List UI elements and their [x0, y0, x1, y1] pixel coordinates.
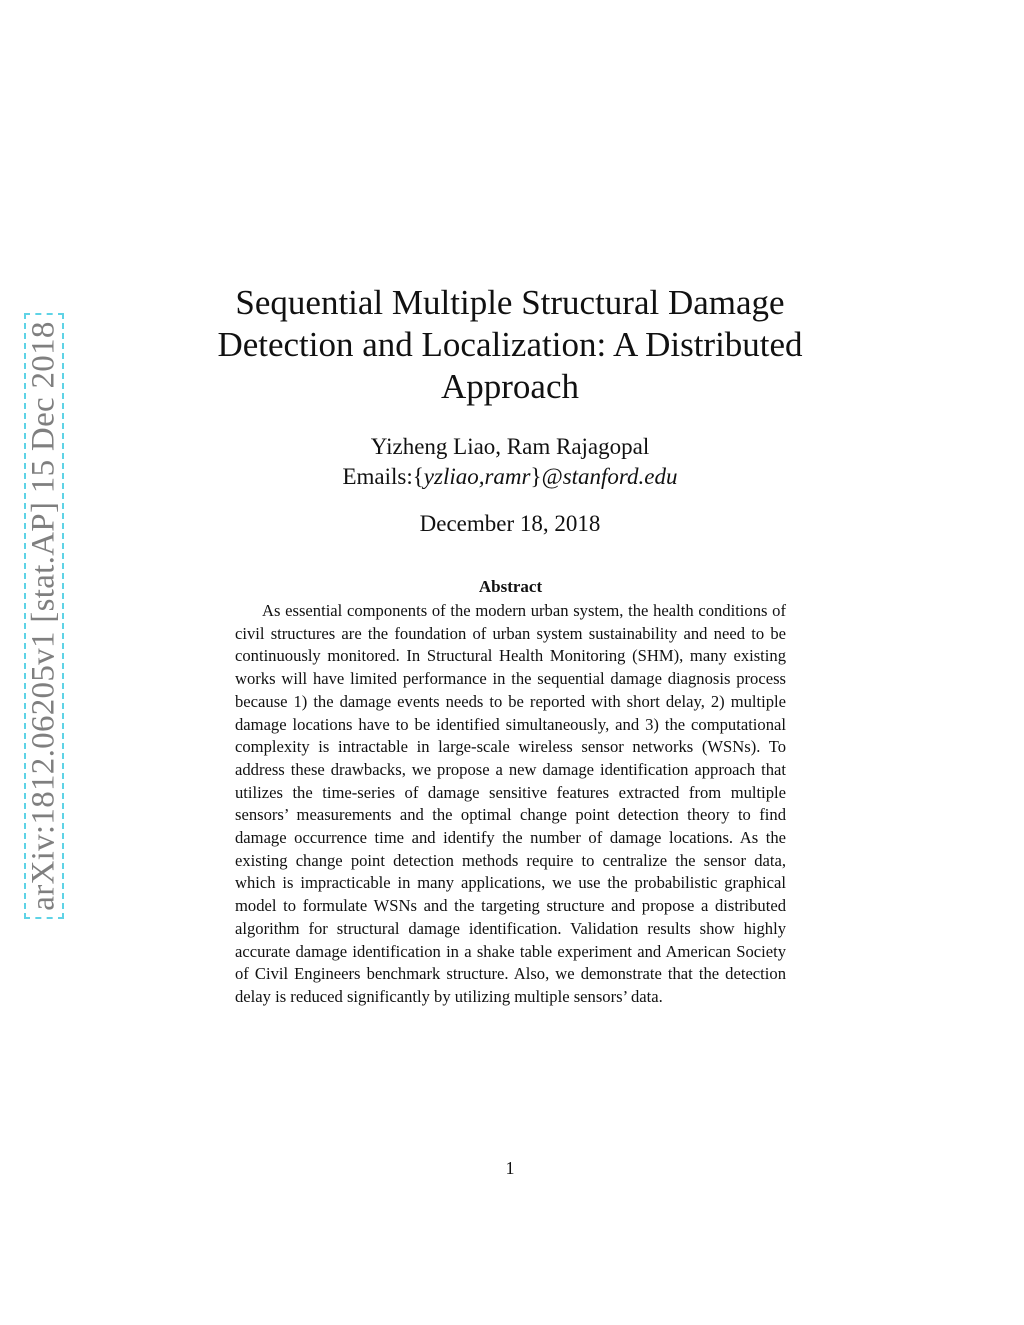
author-emails: [200, 462, 820, 492]
emails-prefix: Emails:{: [342, 464, 424, 489]
page-number: 1: [505, 1158, 515, 1178]
abstract-body: As essential components of the modern urban system, the health conditions of civil structures are the foundation of urban system sustainability and need to be continuously monitored. In Structural Health Monitoring (SHM), many existing works will have limited performance in the sequential damage diagnosis process because 1) the damage events needs to be reported with short delay, 2) multiple damage locations have to be identified simultaneously, and 3) the computational complexity is intractable in large-scale wireless sensor networks (WSNs). To address these drawbacks, we propose a new damage identification approach that utilizes the time-series of damage sensitive features extracted from multiple sensors’ measurements and the optimal change point detection theory to find damage occurrence time and identify the number of damage locations. As the existing change point detection methods require to centralize the sensor data, which is impracticable in many applications, we use the probabilistic graphical model to formulate WSNs and the targeting structure and propose a distributed algorithm for structural damage identification. Validation results show highly accurate damage identification in a shake table experiment and American Society of Civil Engineers benchmark structure. Also, we demonstrate that the detection delay is reduced significantly by utilizing multiple sensors’ data.: [235, 601, 786, 1006]
arxiv-identifier-text: arXiv:1812.06205v1 [stat.AP] 15 Dec 2018: [25, 321, 62, 911]
emails-usernames: yzliao,ramr: [423, 464, 531, 489]
title-line: Approach: [440, 367, 579, 406]
paper-title: [180, 282, 840, 408]
emails-domain: @stanford.edu: [541, 464, 678, 489]
arxiv-identifier-stamp[interactable]: [24, 313, 64, 919]
abstract-heading: Abstract: [478, 577, 543, 596]
emails-brace-close: }: [530, 464, 542, 489]
title-line: Sequential Multiple Structural Damage: [235, 283, 785, 322]
title-line: Detection and Localization: A Distributed: [217, 325, 803, 364]
publication-date: December 18, 2018: [419, 511, 601, 536]
author-list: Yizheng Liao, Ram Rajagopal: [370, 434, 650, 459]
